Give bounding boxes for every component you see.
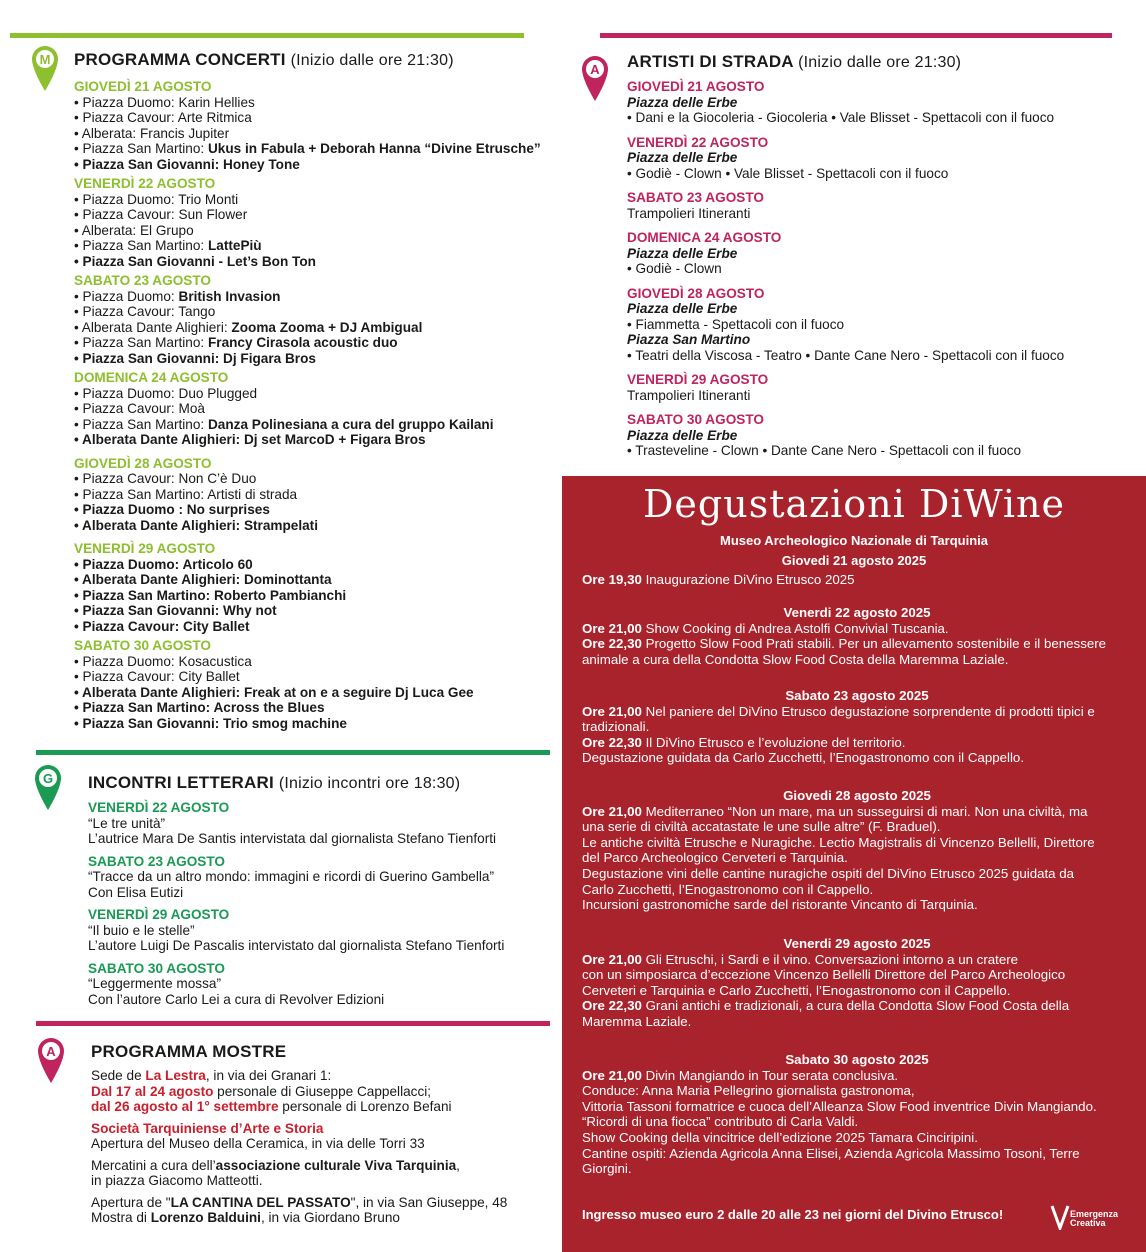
venue-label: • Piazza San Giovanni: (74, 156, 224, 172)
venue-label: • Alberata: (74, 125, 140, 141)
emergenza-creativa-logo: Emergenza Creativa (1050, 1204, 1070, 1235)
wine-line (582, 1099, 1132, 1115)
venue-label: • Piazza Duomo: (74, 288, 179, 304)
list-item (74, 289, 541, 305)
venue-label: • Piazza San Martino: (74, 587, 214, 603)
green-divider (10, 33, 524, 38)
venue-label: • Piazza Duomo : (74, 502, 187, 517)
venue-label: • Alberata: (74, 222, 140, 238)
event-text: Carlo Zucchetti, l’Enogastronomo con il Cappello. (582, 881, 874, 897)
day-heading: VENERDÌ 29 AGOSTO (74, 541, 216, 556)
event-line: L’autrice Mara De Santis intervistata dal giornalista Stefano Tienforti (88, 831, 497, 846)
performer-name: Francis Jupiter (139, 125, 230, 141)
venue-label: • Piazza Duomo: (74, 653, 179, 669)
magenta-divider (36, 1021, 550, 1026)
wine-title: Degustazioni DiWine (642, 482, 1066, 526)
wine-line (582, 1146, 1132, 1162)
event-text: Conduce: Anna Maria Pellegrino giornalista gastronoma, (582, 1083, 915, 1099)
event-line: “Tracce da un altro mondo: immagini e ricordi di Guerino Gambella” (88, 869, 494, 884)
venue-label: • Alberata Dante Alighieri: (74, 517, 244, 533)
entry-note: Ingresso museo euro 2 dalle 20 alle 23 nei giorni del Divino Etrusco! (582, 1207, 1004, 1222)
day-group (74, 541, 541, 634)
performer-name: Across the Blues (213, 700, 325, 715)
map-pin-icon (36, 1036, 66, 1084)
venue-label: • Piazza San Martino: (74, 141, 208, 156)
svg-text:A: A (590, 62, 600, 77)
day-group (627, 79, 1064, 126)
event-text: con un simposiarca d’eccezione Vincenzo Bellelli Direttore del Parco Archeologico (582, 967, 1066, 983)
location: Piazza San Martino (627, 332, 751, 347)
event-text: Cantine ospiti: Azienda Agricola Anna Elisei, Azienda Agricola Massimo Tosoni, Terre (582, 1145, 1080, 1161)
location: Piazza delle Erbe (627, 427, 738, 443)
list-item (74, 304, 541, 320)
venue-label: • Piazza San Giovanni - (74, 253, 227, 269)
wine-line (582, 1068, 1132, 1084)
v-logo-icon (1050, 1204, 1070, 1230)
performer-name: British Invasion (178, 288, 281, 304)
performer-name: Sun Flower (178, 207, 248, 222)
location: Piazza delle Erbe (627, 301, 738, 316)
event-text: Gli Etruschi, i Sardi e il vino. Conversazioni intorno a un cratere (641, 951, 1019, 967)
event-line: “Il buio e le stelle” (88, 922, 195, 938)
performer-name: Dj Figara Bros (223, 350, 316, 366)
performer-name: No surprises (186, 502, 270, 517)
svg-text:G: G (42, 771, 54, 786)
list-item (74, 432, 541, 448)
event-text: del Parco Archeologico Cerveteri e Tarquinia. (582, 850, 848, 866)
venue-label: • Piazza Duomo: (74, 385, 179, 401)
event-text: Giorgini. (582, 1161, 632, 1177)
event-text: Degustazione guidata da Carlo Zucchetti, l’Enogastronomo con il Cappello. (582, 750, 1025, 766)
map-pin-icon (580, 54, 610, 102)
teal-divider (36, 750, 550, 755)
time-label: Ore 22,30 (582, 636, 642, 652)
location: Piazza delle Erbe (627, 94, 738, 110)
event-text: Degustazione vini delle cantine nuragiche ospiti del DiVino Etrusco 2025 guidata da (582, 865, 1075, 881)
event-line: “Le tre unità” (88, 815, 166, 831)
wine-day-block (582, 936, 1132, 1030)
day-group (627, 190, 1064, 221)
performer-name: Freak at on e a seguire Dj Luca Gee (243, 684, 474, 700)
event-line: • Fiammetta - Spettacoli con il fuoco (627, 316, 845, 332)
event-line: L’autore Luigi De Pascalis intervistato dal giornalista Stefano Tienforti (88, 938, 505, 953)
list-item (74, 654, 541, 670)
wine-line (582, 1114, 1132, 1130)
venue-label: • Piazza Cavour: (74, 110, 178, 125)
day-heading: GIOVEDÌ 21 AGOSTO (627, 79, 765, 94)
performer-name: Let’s Bon Ton (226, 253, 316, 269)
event-text: “Ricordi di una fiocca” contributo di Carla Valdi. (582, 1114, 859, 1130)
list-item (74, 487, 541, 503)
svg-text:A: A (46, 1044, 56, 1059)
day-group (74, 273, 541, 366)
day-heading: SABATO 23 AGOSTO (74, 273, 211, 288)
day-group (74, 79, 541, 172)
wine-line (582, 1014, 1132, 1030)
wine-tastings-panel (562, 476, 1146, 1252)
venue-label: • Piazza Cavour: (74, 669, 179, 684)
event-text: una serie di civiltà accatastate le une sulle altre” (F. Braduel). (582, 819, 941, 835)
street-artists-list (627, 79, 1064, 468)
list-item (74, 238, 541, 254)
exhibition-item: Società Tarquiniense d’Arte e Storia Apertura del Museo della Ceramica, in via delle Torri 33 (91, 1120, 425, 1151)
first-date: Giovedi 21 agosto 2025 (781, 553, 927, 568)
performer-name: Non C’è Duo (178, 471, 257, 486)
performer-name: Francy Cirasola acoustic duo (207, 335, 398, 350)
time-label: Ore 22,30 (582, 998, 642, 1014)
performer-name: Duo Plugged (178, 385, 258, 401)
venue-label: • Piazza Cavour: (74, 401, 179, 416)
section-title: PROGRAMMA CONCERTI (Inizio dalle ore 21:30) (74, 50, 454, 69)
performer-name: Tango (178, 304, 216, 319)
performer-name: Dominottanta (243, 572, 332, 587)
magenta-divider (600, 33, 1112, 38)
venue-label: • Piazza Duomo: (74, 191, 179, 207)
venue-label: • Piazza Cavour: (74, 471, 179, 486)
wine-line (582, 1161, 1132, 1177)
day-heading: VENERDÌ 22 AGOSTO (74, 176, 216, 191)
event-text: Show Cooking della vincitrice dell’edizione 2025 Tamara Cinciripini. (582, 1129, 978, 1145)
venue-label: • Piazza San Giovanni: (74, 715, 224, 731)
performer-name: Ukus in Fabula + Deborah Hanna “Divine Etrusche” (207, 141, 541, 156)
venue-label: • Piazza San Martino: (74, 238, 208, 253)
list-item (74, 502, 541, 518)
event-line: Trampolieri Itineranti (627, 205, 751, 221)
performer-name: Roberto Pambianchi (213, 587, 347, 603)
wine-day-heading: Sabato 23 agosto 2025 (785, 688, 929, 703)
time-label: Ore 21,00 (582, 951, 642, 967)
list-item (74, 254, 541, 270)
time-label: Ore 21,00 (582, 1067, 642, 1083)
wine-line (582, 750, 1132, 766)
list-item (74, 192, 541, 208)
event-line: Trampolieri Itineranti (627, 387, 751, 403)
time-label: Ore 21,00 (582, 703, 642, 719)
event-line: “Leggermente mossa” (88, 976, 221, 991)
day-group (627, 372, 1064, 403)
wine-line (582, 983, 1132, 999)
day-group (88, 854, 504, 901)
venue-label: • Piazza Cavour: (74, 207, 179, 222)
venue-label: • Alberata Dante Alighieri: (74, 684, 244, 700)
exhibition-item: Mercatini a cura dell’associazione culturale Viva Tarquinia, in piazza Giacomo Matteotti. (91, 1157, 460, 1188)
list-item (74, 126, 541, 142)
day-group (627, 135, 1064, 182)
wine-day-heading: Venerdi 29 agosto 2025 (783, 936, 931, 951)
performer-name: Articolo 60 (182, 556, 253, 572)
wine-line (582, 819, 1132, 835)
wine-line (582, 652, 1132, 668)
list-item (74, 557, 541, 573)
performer-name: Why not (223, 603, 277, 618)
svg-text:M: M (39, 52, 51, 67)
event-text: Cerveteri e Tarquinia e Carlo Zucchetti, l’Enogastronomo con il Cappello. (582, 982, 1011, 998)
meetings-list (88, 800, 504, 1014)
time-label: Ore 19,30 (582, 572, 642, 587)
wine-line (582, 882, 1132, 898)
list-item (74, 401, 541, 417)
wine-line (582, 866, 1132, 882)
day-group (74, 456, 541, 534)
day-group (74, 370, 541, 448)
list-item (74, 157, 541, 173)
wine-day-block (582, 788, 1132, 913)
wine-line (582, 1130, 1132, 1146)
venue-label: • Piazza San Martino: (74, 486, 208, 502)
wine-line (582, 1083, 1132, 1099)
performer-name: Trio Monti (178, 191, 239, 207)
event-line: • Dani e la Giocoleria - Giocoleria • Vale Blisset - Spettacoli con il fuoco (627, 110, 1055, 125)
section-title: ARTISTI DI STRADA (Inizio dalle ore 21:30) (627, 52, 962, 71)
day-group (74, 638, 541, 731)
section-title: INCONTRI LETTERARI (Inizio incontri ore 18:30) (88, 773, 461, 792)
wine-line (582, 804, 1132, 820)
day-group (74, 176, 541, 269)
venue-label: • Piazza San Martino: (74, 335, 208, 350)
list-item (74, 141, 541, 157)
time-label: Ore 21,00 (582, 803, 642, 819)
time-label: Ore 22,30 (582, 734, 642, 750)
map-pin-icon (30, 44, 60, 92)
wine-line (582, 572, 1132, 588)
venue-label: • Piazza San Martino: (74, 700, 214, 715)
list-item (74, 335, 541, 351)
wine-line (582, 636, 1132, 652)
venue: Museo Archeologico Nazionale di Tarquinia (720, 533, 988, 548)
exhibition-item: Sede de La Lestra, in via dei Granari 1: Dal 17 al 24 agosto personale di Giuseppe Cappellacci; dal 26 agosto al 1° settembre personale di Lorenzo Befani (91, 1068, 452, 1114)
event-text: Le antiche civiltà Etrusche e Nuragiche. Lectio Magistralis di Vincenzo Bellelli, Direttore (582, 834, 1095, 850)
event-text: Inaugurazione DiVino Etrusco 2025 (641, 572, 855, 587)
day-group (627, 230, 1064, 277)
performer-name: LattePiù (207, 238, 262, 253)
event-text: Maremma Laziale. (582, 1013, 692, 1029)
day-group (627, 286, 1064, 364)
performer-name: Dj set MarcoD + Figara Bros (243, 432, 426, 447)
list-item (74, 95, 541, 111)
performer-name: Trio smog machine (223, 715, 347, 731)
performer-name: Strampelati (243, 517, 318, 533)
day-heading: SABATO 30 AGOSTO (627, 412, 764, 427)
performer-name: City Ballet (178, 669, 240, 684)
wine-line (582, 621, 1132, 637)
venue-label: • Piazza Duomo: (74, 94, 179, 110)
day-group (88, 907, 504, 954)
venue-label: • Alberata Dante Alighieri: (74, 432, 244, 447)
event-line: Con Elisa Eutizi (88, 884, 184, 900)
event-line: • Trasteveline - Clown • Dante Cane Nero - Spettacoli con il fuoco (627, 443, 1022, 458)
day-heading: VENERDÌ 22 AGOSTO (627, 134, 769, 150)
list-item (74, 320, 541, 336)
event-text: animale a cura della Condotta Slow Food Costa della Maremma Laziale. (582, 651, 1009, 667)
event-text: Il DiVino Etrusco e l’evoluzione del territorio. (641, 734, 906, 750)
wine-line (582, 850, 1132, 866)
event-line: Con l’autore Carlo Lei a cura di Revolver Edizioni (88, 991, 385, 1007)
list-item (74, 603, 541, 619)
event-line: • Teatri della Viscosa - Teatro • Dante Cane Nero - Spettacoli con il fuoco (627, 347, 1065, 363)
list-item (74, 588, 541, 604)
performer-name: Honey Tone (223, 156, 300, 172)
day-heading: VENERDÌ 22 AGOSTO (88, 800, 230, 815)
list-item (74, 619, 541, 635)
event-text: Progetto Slow Food Prati stabili. Per un allevamento sostenibile e il benessere (641, 636, 1107, 652)
exhibitions-list (91, 1068, 507, 1232)
day-group (88, 961, 504, 1008)
wine-day-block (582, 688, 1132, 766)
event-text: Grani antichi e tradizionali, a cura della Condotta Slow Food Costa della (641, 998, 1070, 1014)
section-title: PROGRAMMA MOSTRE (91, 1042, 287, 1061)
day-heading: DOMENICA 24 AGOSTO (74, 370, 229, 385)
day-heading: SABATO 23 AGOSTO (627, 190, 764, 205)
day-heading: SABATO 30 AGOSTO (88, 960, 225, 976)
performer-name: Moà (178, 401, 205, 416)
performer-name: El Grupo (139, 222, 194, 238)
wine-line (582, 704, 1132, 720)
list-item (74, 572, 541, 588)
time-label: Ore 21,00 (582, 620, 642, 636)
event-line: • Godiè - Clown • Vale Blisset - Spettacoli con il fuoco (627, 165, 949, 181)
wine-day-block (582, 1052, 1132, 1177)
list-item (74, 471, 541, 487)
performer-name: Artisti di strada (207, 486, 298, 502)
exhibition-item: Apertura de "LA CANTINA DEL PASSATO", in via San Giuseppe, 48 Mostra di Lorenzo Balduini, in via Giordano Bruno (91, 1194, 508, 1225)
wine-day-heading: Giovedi 28 agosto 2025 (783, 788, 931, 803)
performer-name: Arte Ritmica (177, 110, 252, 125)
location: Piazza delle Erbe (627, 150, 738, 165)
day-heading: SABATO 30 AGOSTO (74, 638, 211, 653)
wine-day-heading: Venerdi 22 agosto 2025 (783, 605, 931, 620)
list-item (74, 417, 541, 433)
performer-name: Kosacustica (178, 653, 252, 669)
wine-line (582, 897, 1132, 913)
performer-name: Danza Polinesiana a cura del gruppo Kailani (207, 416, 494, 432)
wine-day-heading: Sabato 30 agosto 2025 (785, 1052, 929, 1067)
day-heading: DOMENICA 24 AGOSTO (627, 230, 782, 245)
day-heading: GIOVEDÌ 21 AGOSTO (74, 79, 212, 94)
list-item (74, 700, 541, 716)
wine-line (582, 967, 1132, 983)
wine-line (582, 735, 1132, 751)
event-text: Divin Mangiando in Tour serata conclusiva. (641, 1067, 899, 1083)
event-text: Show Cooking di Andrea Astolfi Convivial Tuscania. (641, 620, 949, 636)
wine-line (582, 998, 1132, 1014)
event-line: • Godiè - Clown (627, 261, 722, 276)
day-group (627, 412, 1064, 459)
performer-name: City Ballet (183, 618, 250, 634)
venue-label: • Piazza San Giovanni: (74, 350, 224, 366)
venue-label: • Piazza Cavour: (74, 618, 184, 634)
list-item (74, 386, 541, 402)
list-item (74, 207, 541, 223)
list-item (74, 351, 541, 367)
concerts-list (74, 79, 541, 735)
location: Piazza delle Erbe (627, 245, 738, 261)
list-item (74, 110, 541, 126)
wine-line (582, 719, 1132, 735)
list-item (74, 716, 541, 732)
venue-label: • Piazza San Giovanni: (74, 603, 224, 618)
day-group (88, 800, 504, 847)
wine-day-block (582, 572, 1132, 588)
list-item (74, 223, 541, 239)
day-heading: GIOVEDÌ 28 AGOSTO (74, 455, 212, 471)
venue-label: • Piazza Cavour: (74, 304, 179, 319)
venue-label: • Piazza Duomo: (74, 556, 183, 572)
performer-name: Karin Hellies (178, 94, 255, 110)
event-text: Vittoria Tassoni formatrice e cuoca dell’Alleanza Slow Food inventrice Divin Mangiando. (582, 1098, 1097, 1114)
wine-line (582, 835, 1132, 851)
day-heading: VENERDÌ 29 AGOSTO (627, 372, 769, 387)
map-pin-icon (33, 763, 63, 811)
event-text: Nel paniere del DiVino Etrusco degustazione sorprendente di prodotti tipici e (641, 703, 1095, 719)
day-heading: SABATO 23 AGOSTO (88, 853, 225, 869)
list-item (74, 685, 541, 701)
day-heading: GIOVEDÌ 28 AGOSTO (627, 285, 765, 301)
event-text: Incursioni gastronomiche sarde del ristorante Vincanto di Tarquinia. (582, 897, 978, 913)
venue-label: • Piazza San Martino: (74, 416, 208, 432)
venue-label: • Alberata Dante Alighieri: (74, 572, 244, 587)
event-text: tradizionali. (582, 719, 650, 735)
list-item (74, 669, 541, 685)
list-item (74, 518, 541, 534)
performer-name: Zooma Zooma + DJ Ambigual (231, 319, 423, 335)
wine-line (582, 952, 1132, 968)
event-text: Mediterraneo “Non un mare, ma un susseguirsi di mari. Non una civiltà, ma (641, 803, 1088, 819)
day-heading: VENERDÌ 29 AGOSTO (88, 907, 230, 922)
venue-label: • Alberata Dante Alighieri: (74, 319, 232, 335)
wine-day-block (582, 605, 1132, 667)
